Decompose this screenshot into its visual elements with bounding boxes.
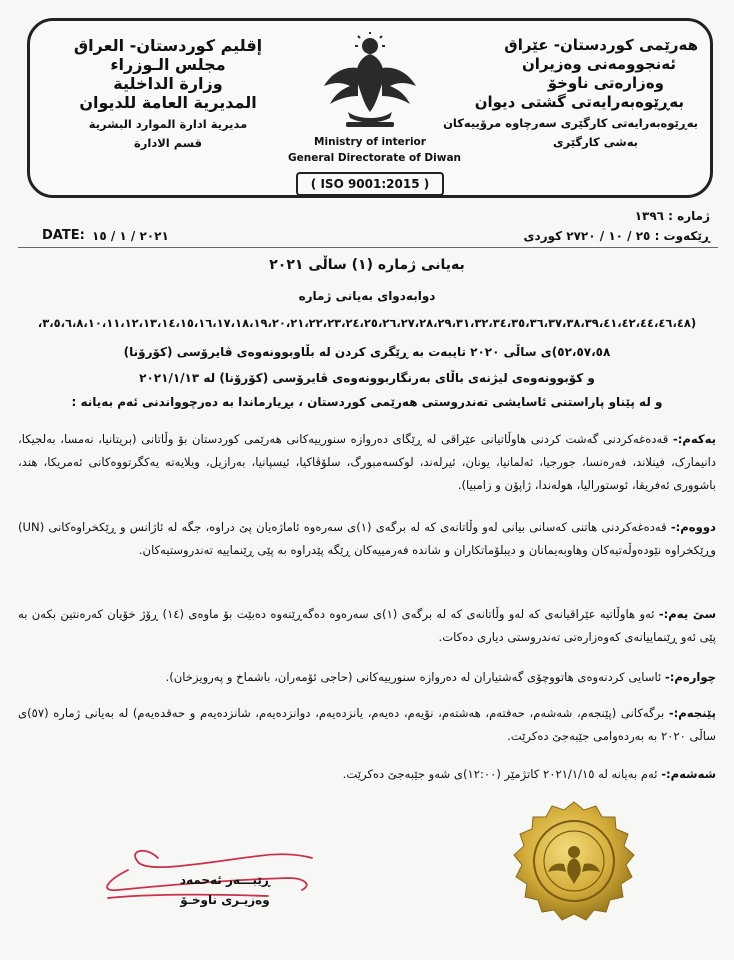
list-item — [18, 666, 716, 689]
intro-line-2: (٣،٥،٦،٨،١٠،١١،١٢،١٣،١٤،١٥،١٦،١٧،١٨،١٩،٢٠،٢١،٢٢،٢٣،٢٤،٢٥،٢٦،٢٧،٢٨،٢٩،٣١،٣٢،٣٤،٣٥،٣٦،٣٧،٣٨،٣٩،٤١،٤٢،٤٤،٤٦،٤٨، — [37, 316, 697, 330]
item-text: برگەکانی (پێنجەم، شەشەم، حەفتەم، هەشتەم، نۆیەم، دەیەم، یانزدەیەم، دوانزدەیەم، شانزدەیەم و حەقدەیەم) لە بەیانی ژمارە (٥٧)ی ساڵی ٢٠٢٠ بە بەردەوامی جێبەجێ دەکرێت. — [18, 706, 716, 743]
left-line-2: مجلس الـوزراء — [110, 55, 226, 74]
list-item — [18, 763, 716, 786]
right-line-2: ئەنجوومەنی وەزیران — [521, 55, 676, 73]
letterhead-right — [438, 36, 698, 150]
item-label: چوارەم:- — [664, 670, 716, 684]
left-line-6: قسم الادارة — [133, 136, 202, 150]
document-title: بەیانی ژمارە (١) ساڵی ٢٠٢١ — [269, 257, 465, 273]
left-line-4: المديرية العامة للديوان — [79, 93, 257, 112]
ministry-en: Ministry of interior — [314, 136, 426, 148]
list-item — [18, 516, 716, 562]
signatory-name: ڕێبـــەر ئەحمەد — [179, 873, 271, 887]
header-divider — [18, 247, 718, 248]
intro-line-1: دوابەدوای بەیانی ژمارە — [298, 289, 436, 303]
date-value: ٢٠٢١ / ١ / ١٥ — [92, 229, 169, 243]
number-line: ژمارە : ١٣٩٦ — [634, 209, 710, 223]
right-line-3: وەزارەتی ناوخۆ — [547, 74, 664, 92]
item-text: ئەم بەیانە لە ٢٠٢١/١/١٥ کاتژمێر (١٢:٠٠)ی شەو جێبەجێ دەکرێت. — [342, 767, 658, 781]
item-text: ئاسایی کردنەوەی هاتووچۆی گەشتیاران لە دەروازە سنورییەکانی (حاجی ئۆمەران، باشماخ و پەرویزخان). — [165, 670, 662, 684]
intro-line-4: و کۆبوونەوەی لیژنەی باڵای بەرنگاربوونەوەی ڤایرۆسی (کۆرۆنا) لە ٢٠٢١/١/١٣ — [139, 371, 595, 385]
directorate-en: General Directorate of Diwan — [288, 152, 461, 164]
item-label: سێ یەم:- — [658, 607, 716, 621]
intro-line-5: و لە پێناو پاراستنی ئاسایشی تەندروستی هەرێمی کوردستان ، بڕیارماندا بە دەرچوواندنی ئەم بەیانە : — [71, 395, 663, 409]
signatory-role: وەزیـری ناوخـۆ — [180, 893, 270, 907]
official-seal — [494, 798, 654, 938]
left-line-3: وزارة الداخلية — [113, 74, 223, 93]
left-line-1: إقليم كوردستان- العراق — [73, 36, 263, 55]
list-item — [18, 603, 716, 649]
item-label: دووەم:- — [670, 520, 716, 534]
right-line-6: بەشی کارگێری — [553, 135, 638, 149]
date-label: DATE: — [42, 228, 85, 243]
list-item — [18, 428, 716, 497]
item-label: شەشەم:- — [661, 767, 716, 781]
kurdistan-emblem-icon — [318, 32, 422, 130]
intro-line-3: ٥٢،٥٧،٥٨)ی ساڵی ٢٠٢٠ تایبەت بە ڕێگری کردن لە بڵاوبوونەوەی ڤایرۆسی (کۆرۆنا) — [123, 345, 611, 359]
right-line-4: بەڕێوەبەرایەتی گشتی دیوان — [474, 93, 684, 111]
right-line-1: هەرێمی کوردستان- عێراق — [504, 36, 698, 54]
right-line-5: بەڕێوەبەرایەتی کارگێری سەرچاوە مرۆییەکان — [443, 116, 698, 130]
iso-badge: ( ISO 9001:2015 ) — [296, 172, 444, 196]
list-item — [18, 702, 716, 748]
letterhead-left — [58, 36, 278, 151]
item-text: قەدەغەکردنی گەشت کردنی هاوڵاتیانی عێراقی لە ڕێگای دەروازە سنورییەکانی هەرێمی کوردستان بۆ وڵاتانی (بریتانیا، نەمسا، بەلجیکا، دانیمارک، فینلاند، فەرەنسا، جورجیا، ئەلمانیا، یونان، ئیرلەند، لوکسەمبورگ، سلۆڤاکیا، ئیسپانیا، بەرازیل، ویلایەتە یەکگرتووەکانی ئەمریکا، هند، باشووری ئەفریقا، ئوستورالیا، هولەندا، ژاپۆن و زامبیا). — [18, 432, 716, 492]
item-text: قەدەغەکردنی هاتنی کەسانی بیانی لەو وڵاتانەی کە لە برگەی (١)ی سەرەوە ئاماژەیان پێ دراوە، جگە لە ئاژانس و ڕێکخراوەکانی (UN) وڕێکخراوە نێودەوڵەتیەکان وهاوبەیمانان و دیبلۆماتکاران و شاندە فەرمییەکان ڕێگە پێدراوە بە پێی ڕێنماییە تەندروستیەکان. — [18, 520, 716, 557]
item-label: پێنجەم:- — [668, 706, 716, 720]
kurdish-date-line: ڕێکەوت : ٢٥ / ١٠ / ٢٧٢٠ کوردی — [523, 229, 710, 243]
left-line-5: مديرية ادارة الموارد البشرية — [88, 117, 248, 131]
item-text: ئەو هاوڵاتیە عێراقیانەی کە لەو وڵاتانەی کە لە برگەی (١)ی سەرەوە دەگەڕێنەوە دەبێت بۆ ماوەی (١٤) ڕۆژ خۆیان کەرەنتین بکەن بە پێی ئەو ڕێنماییانەی کەوەزارەتی تەندروستی دیاری دەکات. — [18, 607, 716, 644]
item-label: یەکەم:- — [672, 432, 716, 446]
